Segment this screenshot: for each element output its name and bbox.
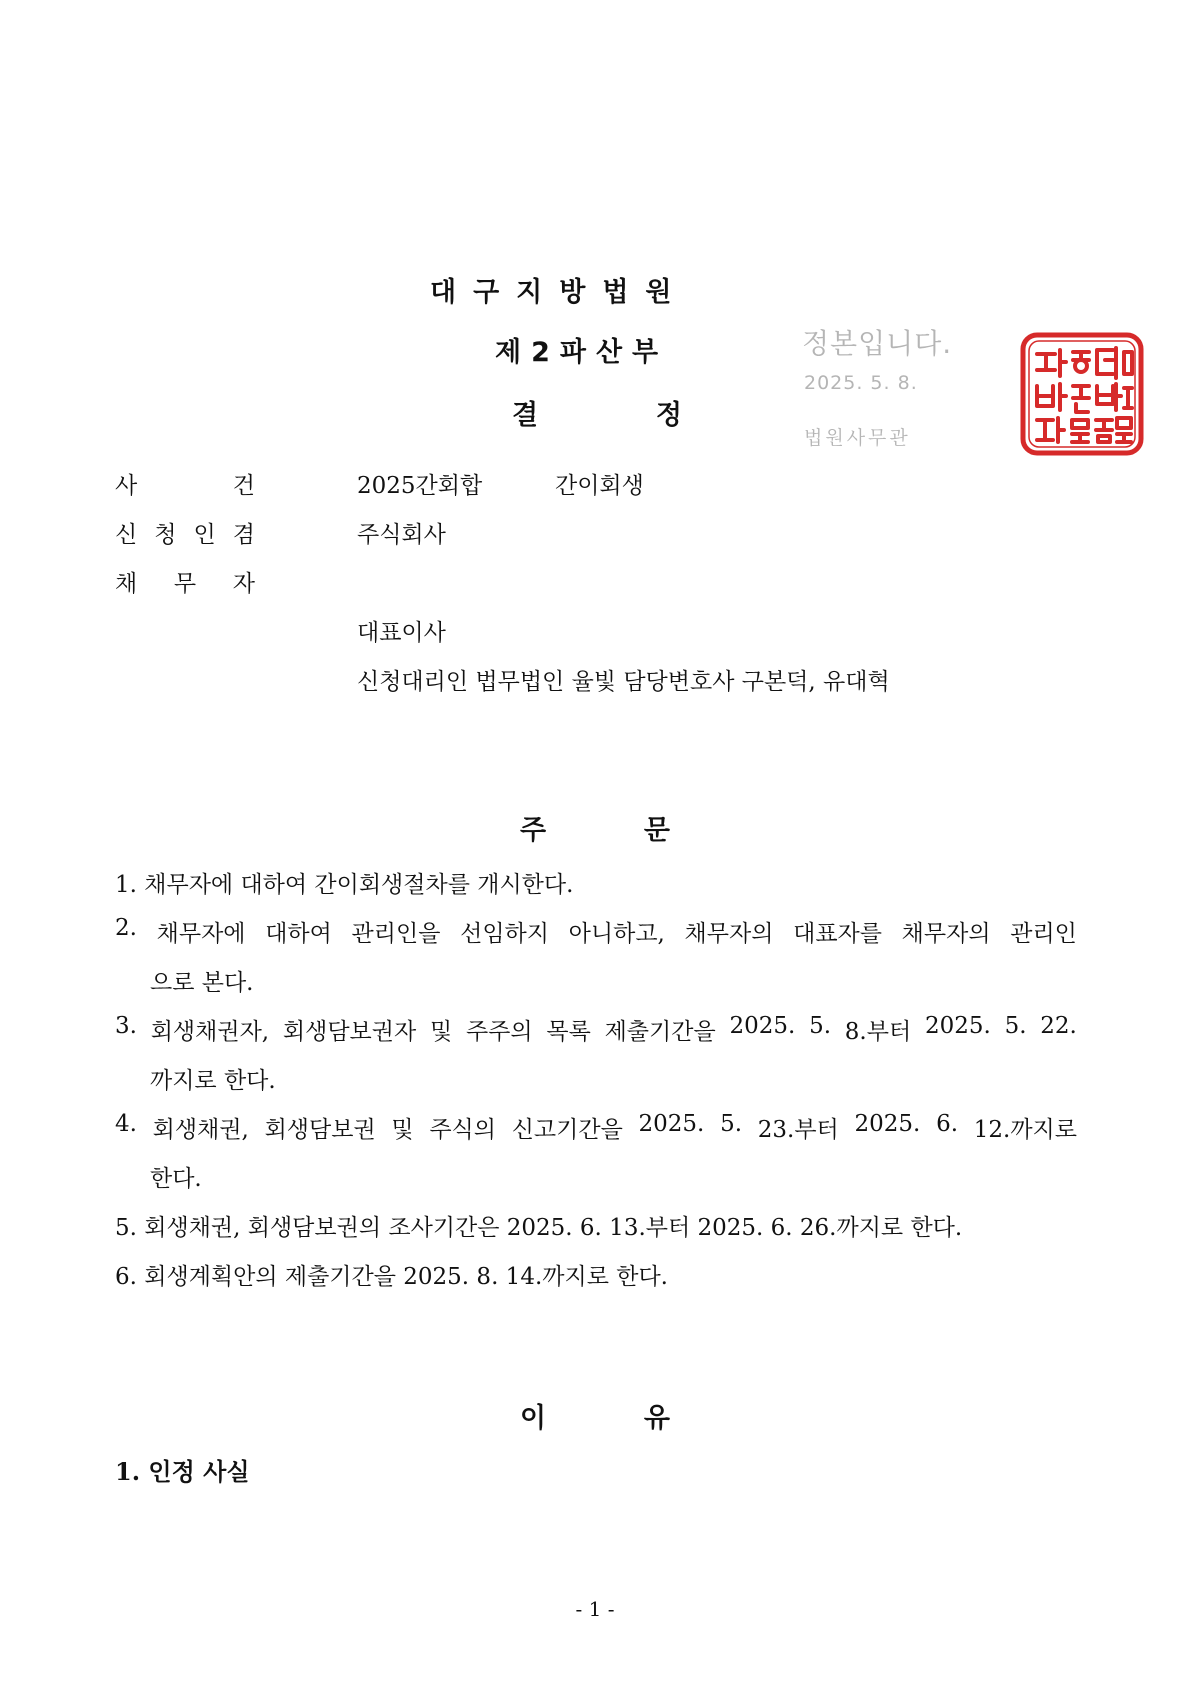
applicant-label-char: 겸 <box>232 522 255 548</box>
court-name: 대구지방법원 <box>430 277 689 308</box>
order-word: 2025. <box>729 1013 796 1039</box>
page-number: - 1 - <box>575 1597 615 1621</box>
order-word: 8.부터 <box>844 1019 912 1045</box>
order-word: 5. <box>720 1111 743 1137</box>
order-word: 22. <box>1040 1013 1077 1039</box>
order-word: 회생담보권 <box>264 1117 376 1143</box>
order-word: 회생담보권자 <box>282 1019 417 1045</box>
order-word: 2025. <box>924 1013 991 1039</box>
case-label-char: 건 <box>232 473 255 499</box>
case-name: 간이회생 <box>555 473 644 499</box>
court-seal-icon <box>1020 332 1144 456</box>
order-item-2-continued: 으로 본다. <box>150 970 254 996</box>
representative: 대표이사 <box>357 620 446 646</box>
applicant-label-char: 인 <box>193 522 216 548</box>
document-title <box>512 393 682 432</box>
order-word: 채무자에 <box>156 921 246 947</box>
orders-heading <box>520 808 670 847</box>
order-word: 대표자를 <box>793 921 882 947</box>
orders-heading-char: 주 <box>520 815 547 846</box>
document-title-char: 결 <box>512 400 539 431</box>
order-item-2 <box>115 915 1077 948</box>
order-word: 및 <box>429 1019 453 1045</box>
reasons-heading-char: 유 <box>643 1403 670 1434</box>
order-word: 아니하고, <box>568 921 665 947</box>
order-item-4 <box>115 1111 1077 1144</box>
order-word: 제출기간을 <box>604 1019 716 1045</box>
applicant-label-char: 신 <box>115 522 138 548</box>
case-label <box>115 467 255 500</box>
order-item-4-continued: 한다. <box>150 1166 202 1192</box>
order-word: 관리인 <box>1010 921 1077 947</box>
applicant-label-char: 청 <box>154 522 177 548</box>
order-word: 신고기간을 <box>511 1117 623 1143</box>
applicant-label <box>115 516 255 549</box>
order-word: 목록 <box>546 1019 591 1045</box>
order-item-5: 5. 회생채권, 회생담보권의 조사기간은 2025. 6. 13.부터 2025. 6. 26.까지로 한다. <box>115 1215 963 1241</box>
reasons-heading-char: 이 <box>520 1403 547 1434</box>
case-number: 2025간회합 <box>357 473 483 499</box>
order-word: 5. <box>1004 1013 1027 1039</box>
order-word: 및 <box>391 1117 414 1143</box>
debtor-label-char: 채 <box>115 571 138 597</box>
order-item-3 <box>115 1013 1077 1046</box>
document-title-char: 정 <box>655 400 682 431</box>
order-word: 2025. <box>854 1111 921 1137</box>
order-item-1: 1. 채무자에 대하여 간이회생절차를 개시한다. <box>115 872 574 898</box>
order-word: 회생채권자, <box>150 1019 270 1045</box>
order-word: 2025. <box>638 1111 705 1137</box>
order-word: 채무자의 <box>684 921 774 947</box>
order-word: 2. <box>115 915 137 941</box>
order-word: 6. <box>936 1111 959 1137</box>
order-word: 23.부터 <box>757 1117 839 1143</box>
reasons-heading <box>520 1396 670 1435</box>
order-word: 주주의 <box>465 1019 533 1045</box>
facts-subheading: 1. 인정 사실 <box>115 1457 250 1486</box>
order-word: 4. <box>115 1111 137 1137</box>
certified-copy-date: 2025. 5. 8. <box>804 372 918 394</box>
certified-copy-label: 정본입니다. <box>802 327 953 360</box>
order-word: 12.까지로 <box>973 1117 1077 1143</box>
applicant-company: 주식회사 <box>357 522 446 548</box>
order-word: 선임하지 <box>460 921 549 947</box>
debtor-label-char: 자 <box>232 571 255 597</box>
order-word: 채무자의 <box>901 921 991 947</box>
order-word: 3. <box>115 1013 137 1039</box>
order-word: 주식의 <box>429 1117 496 1143</box>
debtor-label <box>115 565 255 598</box>
division-name: 제2파산부 <box>495 337 669 368</box>
order-word: 5. <box>809 1013 832 1039</box>
certified-copy-office: 법원사무관 <box>804 427 911 449</box>
order-item-6: 6. 회생계획안의 제출기간을 2025. 8. 14.까지로 한다. <box>115 1264 668 1290</box>
orders-heading-char: 문 <box>643 815 670 846</box>
legal-agent: 신청대리인 법무법인 율빛 담당변호사 구본덕, 유대혁 <box>357 669 890 695</box>
case-label-char: 사 <box>115 473 138 499</box>
order-item-3-continued: 까지로 한다. <box>150 1068 276 1094</box>
order-word: 관리인을 <box>351 921 441 947</box>
order-word: 회생채권, <box>152 1117 249 1143</box>
order-word: 대하여 <box>265 921 332 947</box>
debtor-label-char: 무 <box>173 571 197 597</box>
